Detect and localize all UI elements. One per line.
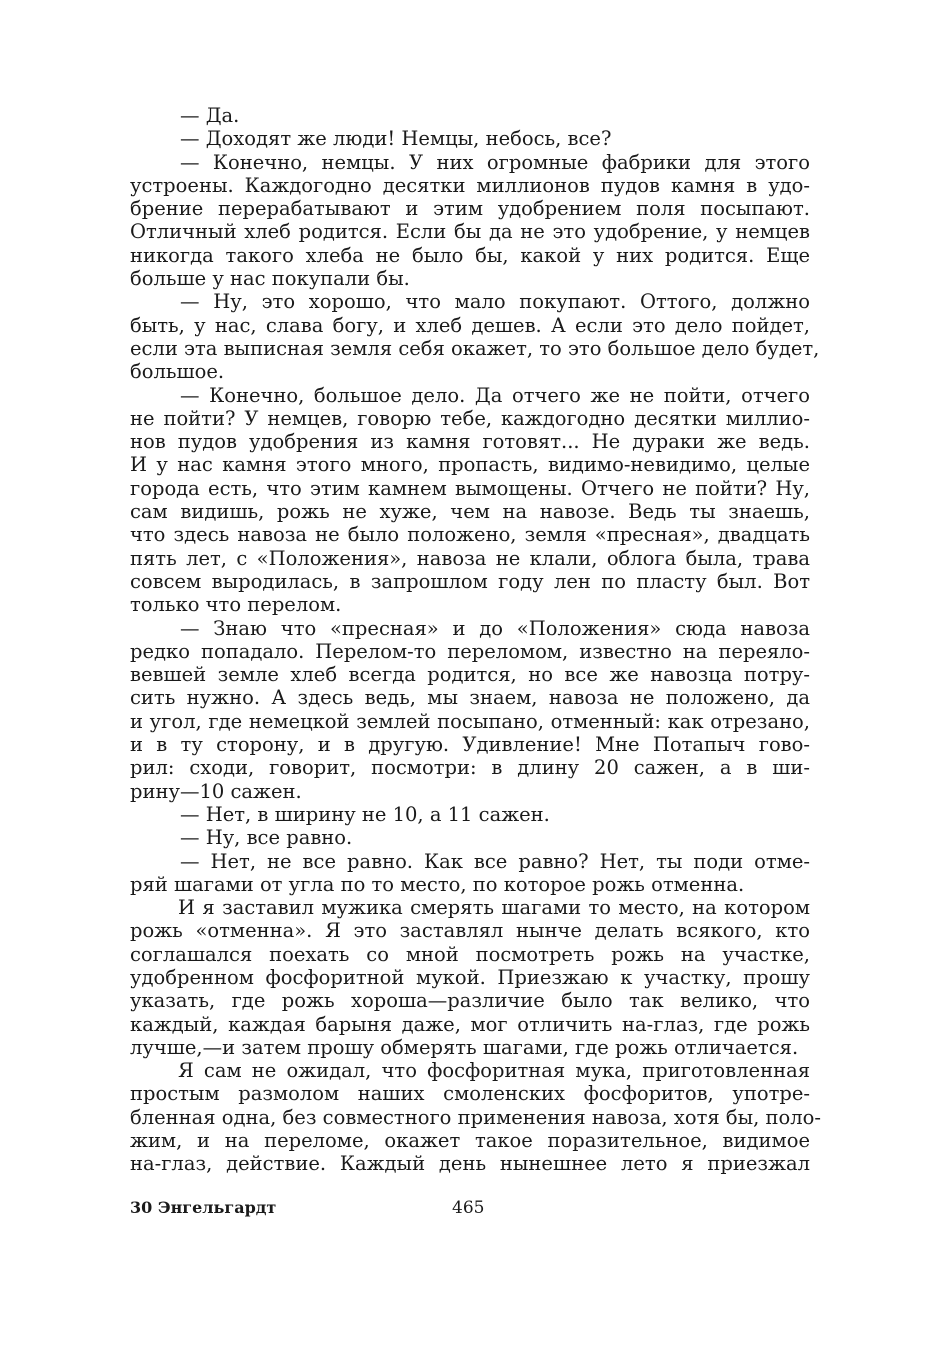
text-line: Я сам не ожидал, что фосфоритная мука, приготовленная [178, 1059, 810, 1083]
text-line: пять лет, с «Положения», навоза не клали, облога была, трава [130, 546, 810, 570]
text-line: только что перелом. [130, 593, 342, 617]
text-line: Отличный хлеб родится. Если бы да не это удобрение, у немцев [130, 220, 810, 244]
text-line: — Нет, не все равно. Как все равно? Нет, ты поди отме- [180, 849, 810, 873]
text-line: и угол, где немецкой землей посыпано, отменный: как отрезано, [130, 709, 810, 733]
page-footer [130, 1198, 810, 1222]
text-line: редко попадало. Перелом-то переломом, известно на переяло- [130, 639, 810, 663]
page-number: 465 [452, 1198, 485, 1218]
text-line: города есть, что этим камнем вымощены. Отчего не пойти? Ну, [130, 476, 810, 500]
text-line: устроены. Каждогодно десятки миллионов пудов камня в удо- [130, 173, 810, 197]
text-line: удобренном фосфоритной мукой. Приезжаю к участку, прошу [130, 965, 810, 989]
text-line: вевшей земле хлеб всегда родится, но все же навозца потру- [130, 663, 810, 687]
text-line: — Нет, в ширину не 10, а 11 сажен. [180, 802, 550, 826]
text-line: и в ту сторону, и в другую. Удивление! Мне Потапыч гово- [130, 733, 810, 757]
text-line: рожь «отменна». Я это заставлял нынче делать всякого, кто [130, 919, 810, 943]
text-line: жим, и на переломе, окажет такое поразительное, видимое [130, 1129, 810, 1153]
text-line: ряй шагами от угла по то место, по которое рожь отменна. [130, 872, 745, 896]
text-line: соглашался поехать со мной посмотреть рожь на участке, [130, 942, 810, 966]
text-line: что здесь навоза не было положено, земля «пресная», двадцать [130, 523, 810, 547]
text-line: совсем выродилась, в запрошлом году лен по пласту был. Вот [130, 569, 810, 593]
page-text [130, 104, 821, 1176]
text-line: — Ну, все равно. [180, 826, 353, 850]
text-line: бленная одна, без совместного применения навоза, хотя бы, поло- [130, 1105, 821, 1129]
text-line: не пойти? У немцев, говорю тебе, каждогодно десятки миллио- [130, 406, 810, 430]
text-line: рил: сходи, говорит, посмотри: в длину 20 сажен, а в ши- [130, 756, 810, 780]
text-line: И я заставил мужика смерять шагами то место, на котором [178, 896, 810, 920]
text-line: если эта выписная земля себя окажет, то это большое дело будет, [130, 336, 820, 360]
text-line: рину—10 сажен. [130, 779, 302, 803]
text-line: лучше,—и затем прошу обмерять шагами, где рожь отличается. [130, 1035, 799, 1059]
text-line: — Доходят же люди! Немцы, небось, все? [180, 127, 612, 151]
text-line: на-глаз, действие. Каждый день нынешнее лето я приезжал [130, 1152, 810, 1176]
text-line: большое. [130, 360, 225, 384]
text-line: нов пудов удобрения из камня готовят... Не дураки же ведь. [130, 430, 810, 454]
text-line: каждый, каждая барыня даже, мог отличить на-глаз, где рожь [130, 1012, 810, 1036]
text-line: И у нас камня этого много, пропасть, видимо-невидимо, целые [130, 453, 810, 477]
signature-mark: 30 Энгельгардт [130, 1198, 277, 1217]
text-line: — Ну, это хорошо, что мало покупают. Оттого, должно [180, 290, 810, 314]
text-line: — Конечно, большое дело. Да отчего же не пойти, отчего [180, 383, 810, 407]
text-line: указать, где рожь хороша—различие было так велико, что [130, 989, 810, 1013]
text-line: брение перерабатывают и этим удобрением поля посыпают. [130, 197, 810, 221]
text-line: больше у нас покупали бы. [130, 267, 410, 291]
text-line: сить нужно. А здесь ведь, мы знаем, навоза не положено, да [130, 686, 810, 710]
text-line: быть, у нас, слава богу, и хлеб дешев. А если это дело пойдет, [130, 313, 810, 337]
text-line: никогда такого хлеба не было бы, какой у них родится. Еще [130, 243, 810, 267]
text-line: сам видишь, рожь не хуже, чем на навозе. Ведь ты знаешь, [130, 500, 810, 524]
text-line: — Знаю что «пресная» и до «Положения» сюда навоза [180, 616, 810, 640]
text-line: — Конечно, немцы. У них огромные фабрики для этого [180, 150, 810, 174]
text-line: — Да. [180, 104, 240, 127]
text-line: простым размолом наших смоленских фосфоритов, употре- [130, 1082, 810, 1106]
